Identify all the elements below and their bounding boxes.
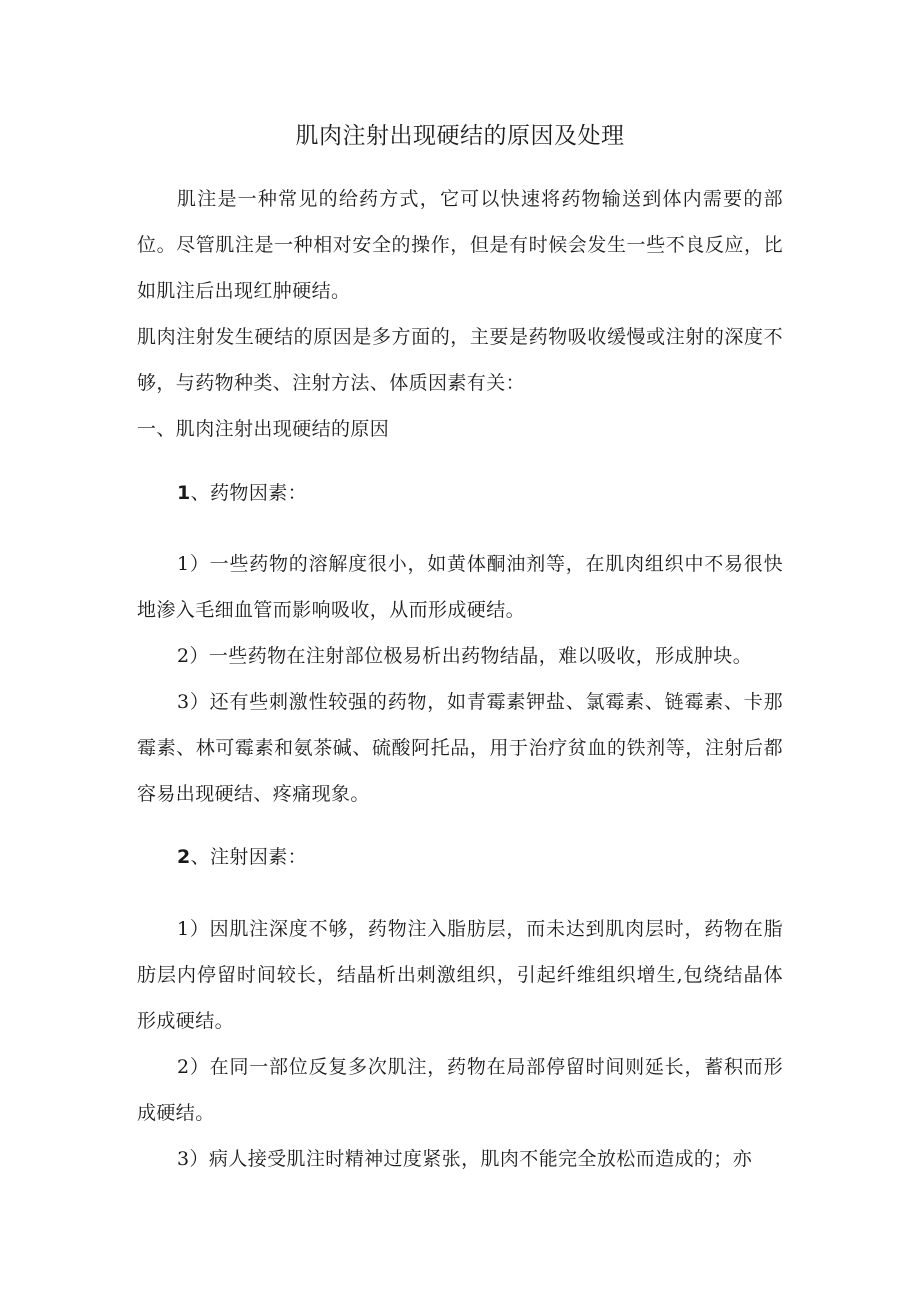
intro-paragraph: 肌注是一种常见的给药方式，它可以快速将药物输送到体内需要的部位。尽管肌注是一种相对安全的操作，但是有时候会发生一些不良反应，比如肌注后出现红肿硬结。 <box>137 188 783 302</box>
injection-factor-item-3: 3）病人接受肌注时精神过度紧张，肌肉不能完全放松而造成的；亦 <box>177 1148 753 1170</box>
factor-number: 2 <box>177 846 191 868</box>
factor-label: 、注射因素： <box>190 846 308 868</box>
reason-summary-paragraph: 肌肉注射发生硬结的原因是多方面的，主要是药物吸收缓慢或注射的深度不够，与药物种类、注射方法、体质因素有关： <box>137 326 783 394</box>
drug-factor-item-1: 1）一些药物的溶解度很小，如黄体酮油剂等，在肌肉组织中不易很快地渗入毛细血管而影响吸收，从而形成硬结。 <box>137 553 783 621</box>
section-heading-causes: 一、肌肉注射出现硬结的原因 <box>137 418 390 440</box>
drug-factor-item-2: 2）一些药物在注射部位极易析出药物结晶，难以吸收，形成肿块。 <box>177 645 753 667</box>
factor-heading-injection <box>137 834 783 880</box>
document-title: 肌肉注射出现硬结的原因及处理 <box>295 123 625 149</box>
injection-factor-item-1: 1）因肌注深度不够，药物注入脂肪层，而未达到肌肉层时，药物在脂肪层内停留时间较长，结晶析出刺激组织，引起纤维组织增生,包绕结晶体形成硬结。 <box>137 918 783 1032</box>
drug-factor-item-3: 3）还有些刺激性较强的药物，如青霉素钾盐、氯霉素、链霉素、卡那霉素、林可霉素和氨茶碱、硫酸阿托品，用于治疗贫血的铁剂等，注射后都容易出现硬结、疼痛现象。 <box>137 691 783 805</box>
factor-label: 、药物因素： <box>190 482 308 504</box>
factor-heading-drug <box>137 470 783 516</box>
factor-number: 1 <box>177 482 191 504</box>
injection-factor-item-2: 2）在同一部位反复多次肌注，药物在局部停留时间则延长，蓄积而形成硬结。 <box>137 1056 783 1124</box>
